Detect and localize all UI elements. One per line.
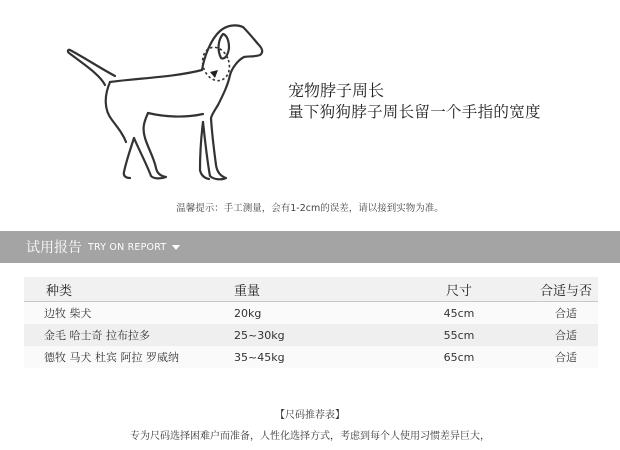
cell-fit: 合适 (534, 346, 598, 368)
table-header-row (24, 277, 598, 302)
cell-type: 金毛 哈士奇 拉布拉多 (24, 324, 206, 346)
cell-type: 德牧 马犬 杜宾 阿拉 罗威纳 (24, 346, 206, 368)
caret-down-icon[interactable] (172, 245, 180, 250)
cell-size: 45cm (384, 302, 534, 325)
try-on-report-bar[interactable] (0, 231, 620, 263)
cell-size: 55cm (384, 324, 534, 346)
heading-block (288, 80, 541, 123)
cell-fit: 合适 (534, 302, 598, 325)
cell-weight: 20kg (206, 302, 384, 325)
recommendation-title: 【尺码推荐表】 (275, 410, 345, 421)
cell-weight: 35~45kg (206, 346, 384, 368)
header-weight: 重量 (206, 277, 384, 302)
header-type: 种类 (24, 277, 206, 302)
header-fit: 合适与否 (534, 277, 598, 302)
table-row (24, 346, 598, 368)
report-subtitle: TRY ON REPORT (88, 241, 167, 253)
cell-size: 65cm (384, 346, 534, 368)
heading-title: 宠物脖子周长 (288, 81, 385, 100)
cell-weight: 25~30kg (206, 324, 384, 346)
report-title: 试用报告 (26, 240, 82, 256)
table-row (24, 302, 598, 325)
cell-type: 边牧 柴犬 (24, 302, 206, 325)
size-table (24, 277, 598, 368)
table-row (24, 324, 598, 346)
dog-outline-icon (60, 10, 290, 195)
heading-subtitle: 量下狗狗脖子周长留一个手指的宽度 (288, 103, 541, 121)
measurement-tip: 温馨提示：手工测量，会有1-2cm的误差，请以接到实物为准。 (176, 203, 444, 214)
header-size: 尺寸 (384, 277, 534, 302)
cell-fit: 合适 (534, 324, 598, 346)
recommendation-description: 专为尺码选择困难户而准备，人性化选择方式，考虑到每个人使用习惯差异巨大， (130, 431, 490, 442)
